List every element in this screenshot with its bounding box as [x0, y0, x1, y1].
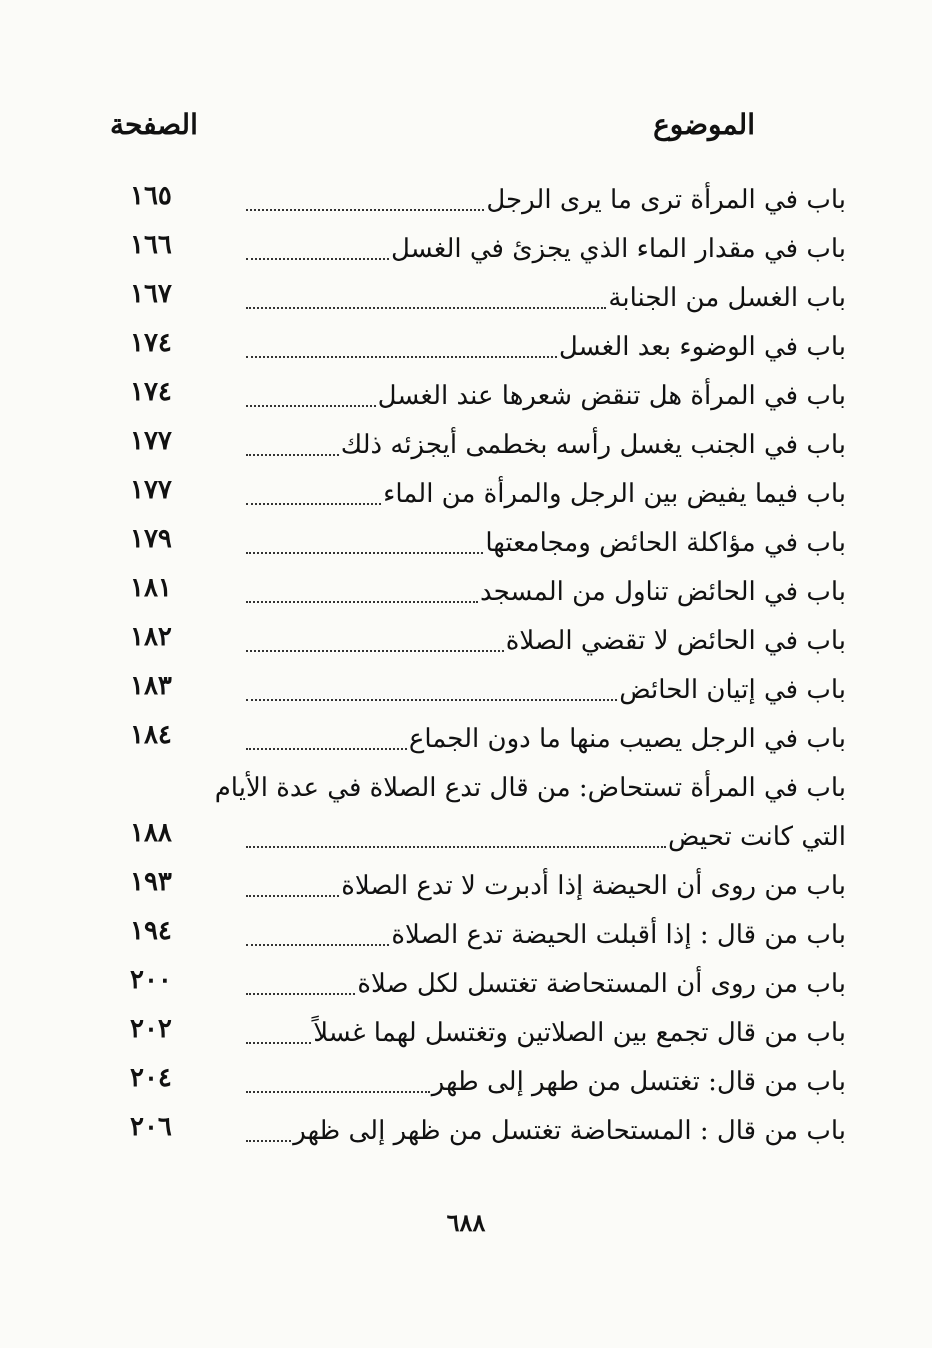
dot-leader — [246, 356, 557, 358]
toc-entry-line — [246, 274, 846, 323]
dot-leader — [246, 1091, 430, 1093]
toc-entry-page-number: ١٧٧ — [130, 426, 172, 456]
toc-entry-title: باب في الحائض تناول من المسجد — [480, 577, 846, 607]
dot-leader — [246, 552, 483, 554]
dot-leader — [246, 1140, 291, 1142]
toc-entry — [130, 274, 846, 323]
dot-leader — [246, 209, 484, 211]
toc-entry-page-number: ١٧٧ — [130, 475, 172, 505]
dot-leader — [246, 846, 666, 848]
toc-entry-title: باب من قال : إذا أقبلت الحيضة تدع الصلاة — [391, 920, 846, 950]
toc-entry — [130, 225, 846, 274]
toc-entry-page-number: ١٧٤ — [130, 377, 172, 407]
toc-entry-page-number: ١٦٧ — [130, 279, 172, 309]
dot-leader — [246, 650, 504, 652]
dot-leader — [246, 307, 606, 309]
toc-entry-title: باب في المرأة تستحاض: من قال تدع الصلاة في عدة الأيام — [214, 773, 846, 803]
dot-leader — [246, 258, 389, 260]
dot-leader — [246, 405, 376, 407]
toc-entry-title: باب الغسل من الجنابة — [608, 283, 846, 313]
toc-entry-page-number: ٢٠٦ — [130, 1112, 172, 1142]
toc-entry-line — [246, 617, 846, 666]
toc-entry — [130, 764, 846, 813]
toc-entry — [130, 1058, 846, 1107]
toc-entry-line — [246, 862, 846, 911]
toc-entry-line — [246, 519, 846, 568]
table-of-contents — [130, 176, 846, 1156]
dot-leader — [246, 699, 617, 701]
toc-entry-page-number: ١٨٣ — [130, 671, 172, 701]
toc-entry — [130, 617, 846, 666]
toc-entry-title: باب في الجنب يغسل رأسه بخطمى أيجزئه ذلك — [340, 430, 846, 460]
toc-entry — [130, 519, 846, 568]
toc-entry-title: باب في مؤاكلة الحائض ومجامعتها — [485, 528, 846, 558]
toc-entry — [130, 568, 846, 617]
toc-entry-title: باب في الرجل يصيب منها ما دون الجماع — [408, 724, 846, 754]
toc-entry-title: باب فيما يفيض بين الرجل والمرأة من الماء — [383, 479, 846, 509]
toc-entry — [130, 470, 846, 519]
toc-entry-line — [246, 225, 846, 274]
toc-entry-title: باب في المرأة ترى ما يرى الرجل — [486, 185, 846, 215]
dot-leader — [246, 1042, 311, 1044]
dot-leader — [246, 944, 389, 946]
toc-entry-title: باب من قال : المستحاضة تغتسل من ظهر إلى ظهر — [293, 1116, 846, 1146]
toc-entry-page-number: ١٦٥ — [130, 181, 172, 211]
toc-header — [110, 108, 755, 158]
toc-entry — [130, 421, 846, 470]
toc-entry-title: باب في الحائض لا تقضي الصلاة — [505, 626, 846, 656]
dot-leader — [246, 895, 339, 897]
toc-entry-line — [214, 764, 846, 813]
toc-entry — [130, 176, 846, 225]
toc-entry-page-number: ٢٠٠ — [130, 965, 172, 995]
toc-entry-page-number: ١٨١ — [130, 573, 172, 603]
toc-entry-line — [246, 960, 846, 1009]
dot-leader — [246, 993, 355, 995]
toc-entry-page-number: ٢٠٤ — [130, 1063, 172, 1093]
toc-entry-line — [246, 911, 846, 960]
toc-entry — [130, 1009, 846, 1058]
toc-entry-line — [246, 421, 846, 470]
toc-entry-page-number: ١٨٨ — [130, 818, 172, 848]
page-column-heading: الصفحة — [110, 108, 198, 141]
toc-entry-line — [246, 1058, 846, 1107]
toc-entry — [130, 960, 846, 1009]
toc-entry-line — [246, 715, 846, 764]
toc-entry — [130, 715, 846, 764]
toc-entry-title: باب من قال: تغتسل من طهر إلى طهر — [431, 1067, 846, 1097]
toc-entry — [130, 1107, 846, 1156]
toc-entry-line — [246, 568, 846, 617]
toc-entry — [130, 862, 846, 911]
toc-entry-page-number: ٢٠٢ — [130, 1014, 172, 1044]
toc-entry-page-number: ١٧٩ — [130, 524, 172, 554]
toc-entry-line — [246, 372, 846, 421]
topic-column-heading: الموضوع — [653, 108, 755, 141]
toc-entry-title: باب من قال تجمع بين الصلاتين وتغتسل لهما غسلاً — [313, 1018, 846, 1048]
toc-entry-title: باب من روى أن الحيضة إذا أدبرت لا تدع الصلاة — [341, 871, 846, 901]
toc-entry — [130, 323, 846, 372]
toc-entry-title: باب في المرأة هل تنقض شعرها عند الغسل — [377, 381, 846, 411]
toc-entry-page-number: ١٨٤ — [130, 720, 172, 750]
toc-entry — [130, 911, 846, 960]
dot-leader — [246, 601, 478, 603]
toc-entry-line — [246, 470, 846, 519]
page-number: ٦٨٨ — [446, 1208, 486, 1237]
toc-entry-line — [246, 813, 846, 862]
toc-entry-title: باب من روى أن المستحاضة تغتسل لكل صلاة — [357, 969, 846, 999]
toc-entry-line — [246, 666, 846, 715]
toc-entry-line — [246, 176, 846, 225]
toc-entry — [130, 372, 846, 421]
toc-entry-line — [246, 1009, 846, 1058]
dot-leader — [246, 454, 339, 456]
toc-entry-page-number: ١٧٤ — [130, 328, 172, 358]
toc-entry-line — [246, 1107, 846, 1156]
toc-entry-title: باب في الوضوء بعد الغسل — [558, 332, 846, 362]
toc-entry-line — [246, 323, 846, 372]
toc-entry-page-number: ١٦٦ — [130, 230, 172, 260]
toc-entry-title: باب في إتيان الحائض — [619, 675, 846, 705]
toc-entry — [130, 666, 846, 715]
toc-entry-page-number: ١٨٢ — [130, 622, 172, 652]
dot-leader — [246, 503, 381, 505]
toc-entry-page-number: ١٩٣ — [130, 867, 172, 897]
toc-entry-title: باب في مقدار الماء الذي يجزئ في الغسل — [391, 234, 846, 264]
dot-leader — [246, 748, 407, 750]
toc-entry-page-number: ١٩٤ — [130, 916, 172, 946]
toc-entry-title: التي كانت تحيض — [668, 822, 846, 852]
toc-entry — [130, 813, 846, 862]
